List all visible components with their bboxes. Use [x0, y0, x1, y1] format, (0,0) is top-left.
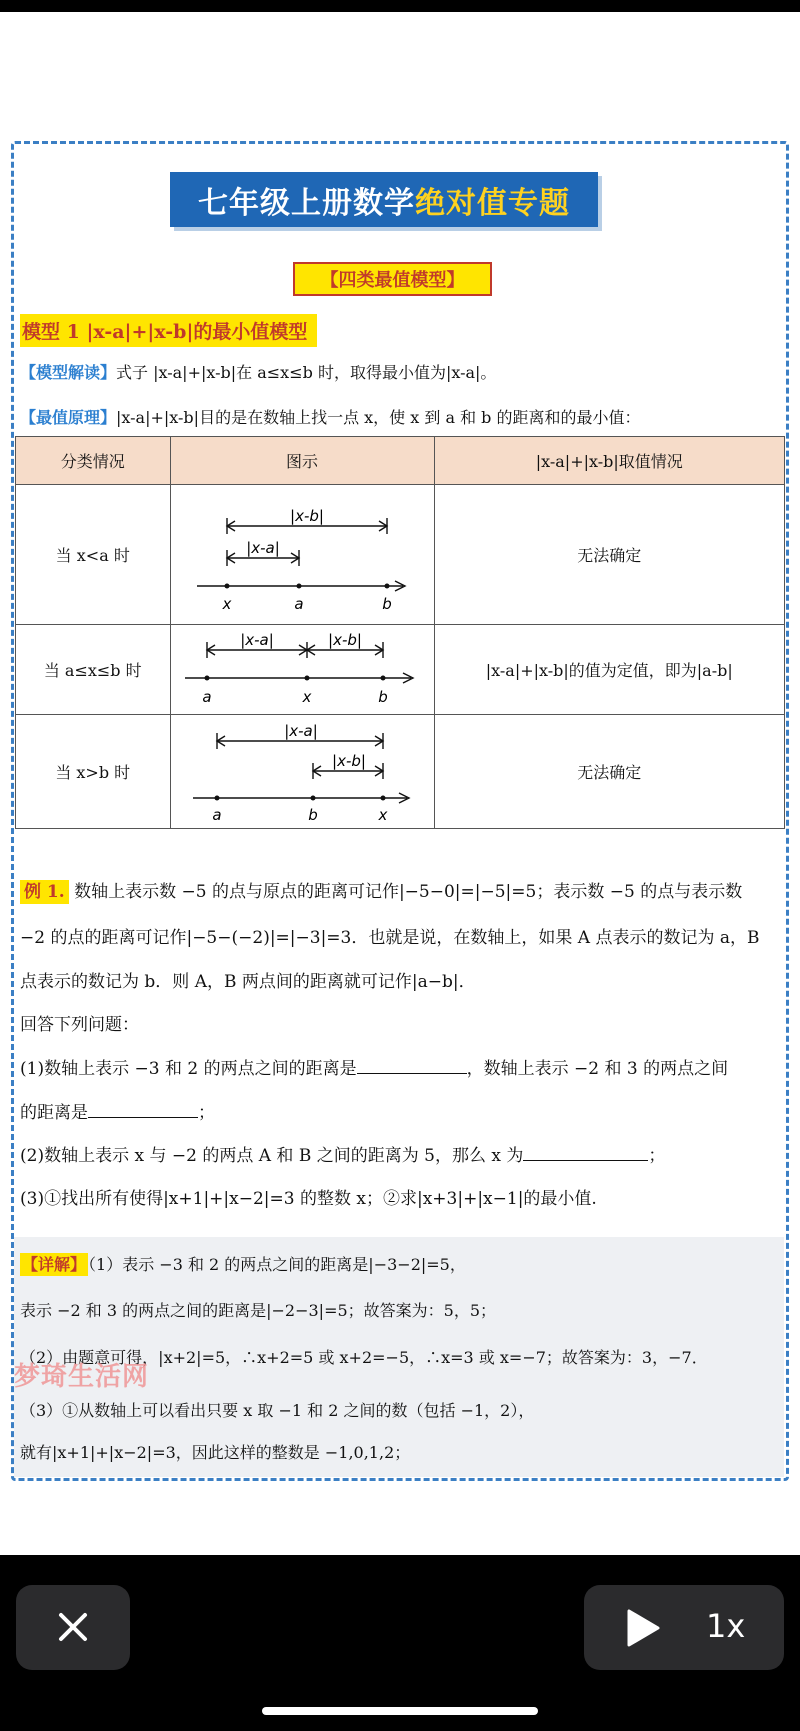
question-2: [20, 1141, 665, 1166]
point-label: b: [377, 687, 388, 706]
point-label: a: [293, 594, 304, 613]
answer-blank: [357, 1057, 467, 1074]
cases-table: [15, 436, 785, 829]
subtitle: 【四类最值模型】: [293, 262, 492, 296]
question-3: (3)①找出所有使得|x+1|+|x−2|=3 的整数 x；②求|x+3|+|x−1|的最小值.: [20, 1189, 597, 1209]
table-row: [16, 715, 785, 829]
solution-line-1: [20, 1252, 466, 1275]
question-1-b: ，数轴上表示 −2 和 3 的两点之间: [466, 1059, 729, 1079]
fig-label-right: |x-b|: [327, 630, 362, 649]
number-line-figure: [171, 626, 434, 714]
question-1-a: (1)数轴上表示 −3 和 2 的两点之间的距离是: [20, 1059, 357, 1079]
table-row: [16, 625, 785, 715]
fig-label-mid: |x-b|: [331, 751, 366, 770]
case-label: 当 a≤x≤b 时: [16, 625, 171, 715]
speed-button[interactable]: 1x: [706, 1607, 746, 1645]
header-figure: 图示: [170, 437, 434, 485]
answer-blank: [523, 1144, 648, 1161]
question-1-cont: [20, 1098, 215, 1123]
interpret-tag: 【模型解读】: [20, 363, 117, 382]
fig-label-top: |x-a|: [283, 721, 318, 740]
result-label: 无法确定: [434, 485, 785, 625]
case-label: 当 x>b 时: [16, 715, 171, 829]
playback-controls: [584, 1585, 784, 1670]
question-1: [20, 1054, 728, 1079]
header-case: 分类情况: [16, 437, 171, 485]
fig-label-top: |x-b|: [289, 506, 324, 525]
solution-text: （1）表示 −3 和 2 的两点之间的距离是|−3−2|=5，: [88, 1255, 466, 1274]
figure-cell: [170, 715, 434, 829]
question-1-c: 的距离是: [20, 1103, 88, 1123]
point-label: b: [307, 805, 318, 824]
point-label: b: [381, 594, 392, 613]
point-label: x: [302, 687, 311, 706]
example-text: 数轴上表示数 −5 的点与原点的距离可记作|−5−0|=|−5|=5；表示数 −5 的点与表示数: [74, 882, 743, 902]
question-2-a: (2)数轴上表示 x 与 −2 的两点 A 和 B 之间的距离为 5，那么 x 为: [20, 1146, 524, 1166]
point-label: a: [211, 805, 222, 824]
header-result: |x-a|+|x-b|取值情况: [434, 437, 785, 485]
table-row: [16, 485, 785, 625]
point-label: x: [222, 594, 231, 613]
principle-tag: 【最值原理】: [20, 408, 117, 427]
number-line-figure: [171, 716, 434, 828]
number-line-figure: [171, 486, 434, 624]
question-2-b: ；: [648, 1146, 666, 1166]
example-line-1: [20, 877, 742, 902]
case-label: 当 x<a 时: [16, 485, 171, 625]
question-1-d: ；: [198, 1103, 215, 1123]
principle-line: [20, 405, 641, 428]
solution-line-5: 就有|x+1|+|x−2|=3，因此这样的整数是 −1,0,1,2；: [20, 1443, 411, 1462]
result-label: 无法确定: [434, 715, 785, 829]
result-label: |x-a|+|x-b|的值为定值，即为|a-b|: [434, 625, 785, 715]
solution-tag: 【详解】: [22, 1255, 87, 1274]
status-bar: [0, 0, 800, 12]
point-label: a: [201, 687, 212, 706]
example-tag: 例 1.: [20, 880, 69, 904]
example-line-4: 回答下列问题：: [20, 1015, 139, 1035]
solution-line-3: （2）由题意可得，|x+2|=5，∴x+2=5 或 x+2=−5，∴x=3 或 x=−7；故答案为：3，−7．: [20, 1348, 708, 1367]
page-title: [170, 172, 598, 227]
interpret-line: [20, 360, 496, 383]
fig-label-mid: |x-a|: [245, 538, 280, 557]
title-highlight: 绝对值专题: [415, 185, 570, 221]
example-line-3: 点表示的数记为 b．则 A，B 两点间的距离就可记作|a−b|．: [20, 972, 476, 992]
watermark: 梦琦生活网: [14, 1362, 150, 1392]
model-heading: 模型 1 |x-a|+|x-b|的最小值模型: [20, 314, 317, 347]
principle-text: |x-a|+|x-b|目的是在数轴上找一点 x，使 x 到 a 和 b 的距离和的最小值：: [116, 408, 641, 427]
fig-label-left: |x-a|: [239, 630, 274, 649]
table-header-row: [16, 437, 785, 485]
point-label: x: [378, 805, 387, 824]
interpret-text: 式子 |x-a|+|x-b|在 a≤x≤b 时，取得最小值为|x-a|。: [116, 363, 497, 382]
home-indicator: [262, 1707, 538, 1715]
title-main: 七年级上册数学: [198, 185, 415, 221]
play-icon[interactable]: [584, 1585, 704, 1670]
figure-cell: [170, 625, 434, 715]
answer-blank: [88, 1101, 198, 1118]
solution-line-4: （3）①从数轴上可以看出只要 x 取 −1 和 2 之间的数（包括 −1，2），: [20, 1401, 535, 1420]
close-icon: [16, 1585, 130, 1670]
close-button[interactable]: [16, 1585, 130, 1670]
solution-line-2: 表示 −2 和 3 的两点之间的距离是|−2−3|=5；故答案为：5，5；: [20, 1301, 497, 1320]
figure-cell: [170, 485, 434, 625]
example-line-2: −2 的点的距离可记作|−5−(−2)|=|−3|=3．也就是说，在数轴上，如果 A 点表示的数记为 a，B: [20, 928, 760, 948]
